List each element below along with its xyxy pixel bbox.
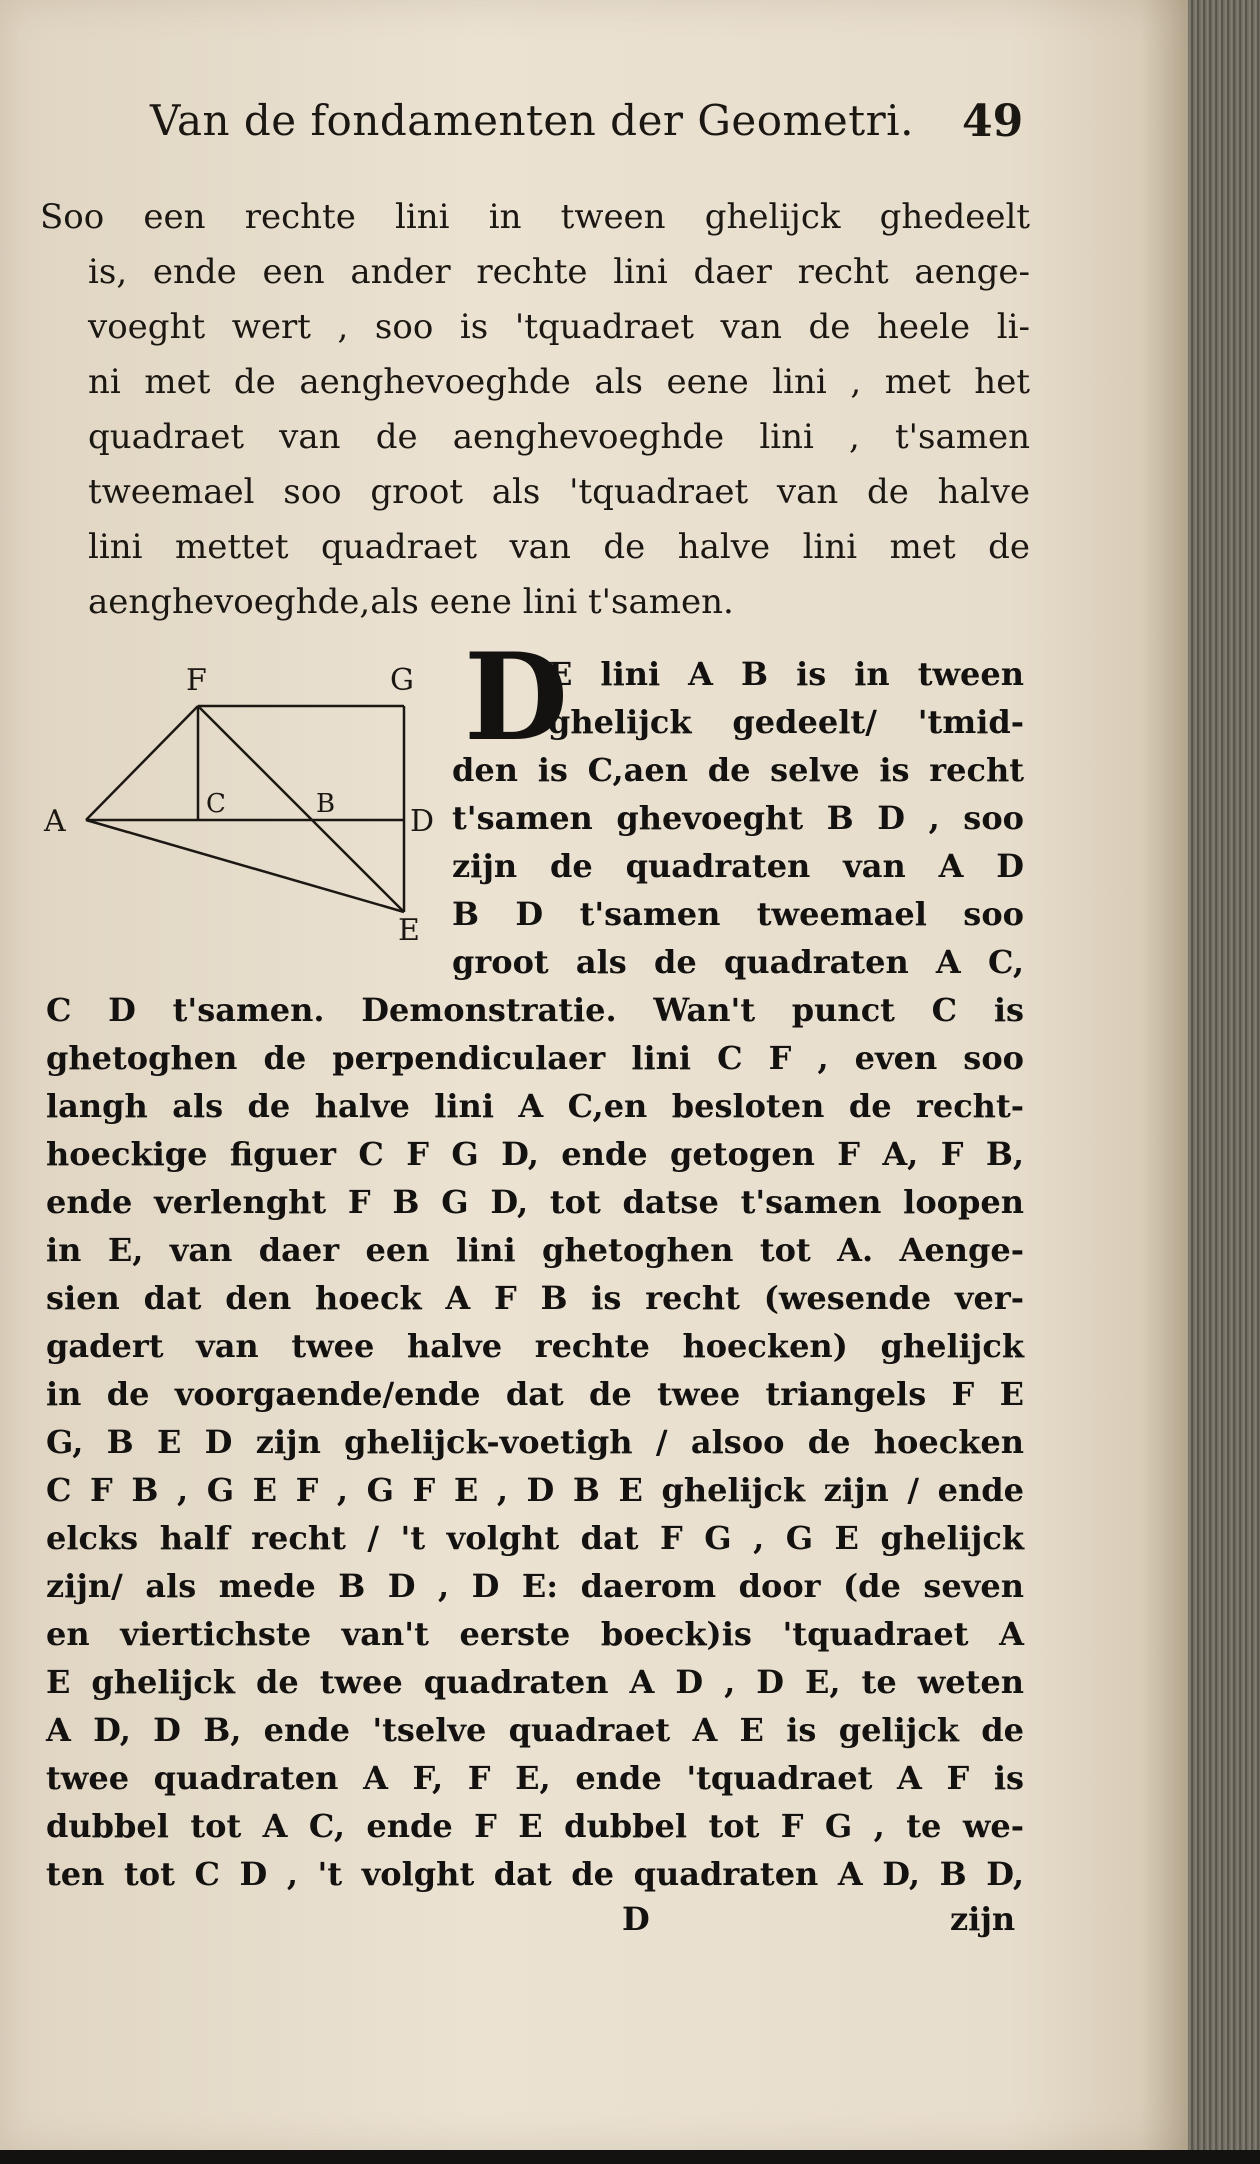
demo-line: twee quadraten A F, F E, ende 'tquadraet A F is (46, 1759, 1024, 1797)
label-D: D (410, 804, 435, 839)
demo-line: en viertichste van't eerste boeck)is 'tquadraet A (46, 1615, 1024, 1653)
proposition-line: Soo een rechte lini in tween ghelijck ghedeelt (40, 197, 1030, 237)
catchword: zijn (950, 1900, 1016, 1938)
bottom-edge (0, 2150, 1260, 2164)
demo-wrap-line: B D t'samen tweemael soo (452, 895, 1024, 933)
demo-line: C D t'samen. Demonstratie. Wan't punct C is (46, 991, 1024, 1029)
proposition-line: quadraet van de aenghevoeghde lini , t'samen (88, 417, 1030, 457)
demo-wrap-line: ghelijck gedeelt/ 'tmid- (548, 703, 1024, 741)
label-F: F (186, 663, 207, 698)
page-edges (1188, 0, 1260, 2164)
proposition-line: lini mettet quadraet van de halve lini met de (88, 527, 1030, 567)
demo-line: hoeckige figuer C F G D, ende getogen F A, F B, (46, 1135, 1024, 1173)
demo-wrap-line: t'samen ghevoeght B D , soo (452, 799, 1024, 837)
proposition-text (40, 190, 1030, 630)
demo-wrap-line: E lini A B is in tween (548, 655, 1024, 693)
label-G: G (390, 663, 414, 698)
demo-line: in de voorgaende/ende dat de twee triangels F E (46, 1375, 1024, 1413)
label-E: E (398, 913, 420, 948)
proposition-line: voeght wert , soo is 'tquadraet van de heele li- (88, 307, 1030, 347)
demo-line: C F B , G E F , G F E , D B E ghelijck zijn / ende (46, 1471, 1024, 1509)
demo-line: E ghelijck de twee quadraten A D , D E, te weten (46, 1663, 1024, 1701)
proposition-line: ni met de aenghevoeghde als eene lini , met het (88, 362, 1030, 402)
proposition-line: aenghevoeghde,als eene lini t'samen. (88, 582, 734, 622)
demo-line: dubbel tot A C, ende F E dubbel tot F G , te we- (46, 1807, 1024, 1845)
demo-wrap-line: den is C,aen de selve is recht (452, 751, 1024, 789)
demo-line: gadert van twee halve rechte hoecken) ghelijck (46, 1327, 1024, 1365)
demo-line: ende verlenght F B G D, tot datse t'samen loopen (46, 1183, 1024, 1221)
label-C: C (206, 789, 226, 819)
running-title: Van de fondamenten der Geometri. (150, 96, 914, 145)
page-number: 49 (962, 96, 1024, 147)
label-B: B (316, 789, 336, 819)
demo-line: ghetoghen de perpendiculaer lini C F , even soo (46, 1039, 1024, 1077)
demo-line: in E, van daer een lini ghetoghen tot A. Aenge- (46, 1231, 1024, 1269)
geometric-figure (38, 650, 458, 950)
demo-line: sien dat den hoeck A F B is recht (wesende ver- (46, 1279, 1024, 1317)
signature-mark: D (622, 1900, 650, 1938)
demo-wrap-line: zijn de quadraten van A D (452, 847, 1024, 885)
demo-wrap-line: groot als de quadraten A C, (452, 943, 1024, 981)
demo-line: zijn/ als mede B D , D E: daerom door (de seven (46, 1567, 1024, 1605)
demo-line: ten tot C D , 't volght dat de quadraten A D, B D, (46, 1855, 1024, 1893)
demo-line: langh als de halve lini A C,en besloten de recht- (46, 1087, 1024, 1125)
drop-cap: D (464, 627, 569, 768)
demo-line: elcks half recht / 't volght dat F G , G E ghelijck (46, 1519, 1024, 1557)
demo-line: A D, D B, ende 'tselve quadraet A E is gelijck de (46, 1711, 1024, 1749)
label-A: A (44, 804, 66, 839)
proposition-line: tweemael soo groot als 'tquadraet van de halve (88, 472, 1030, 512)
demo-line: G, B E D zijn ghelijck-voetigh / alsoo de hoecken (46, 1423, 1024, 1461)
proposition-line: is, ende een ander rechte lini daer recht aenge- (88, 252, 1030, 292)
